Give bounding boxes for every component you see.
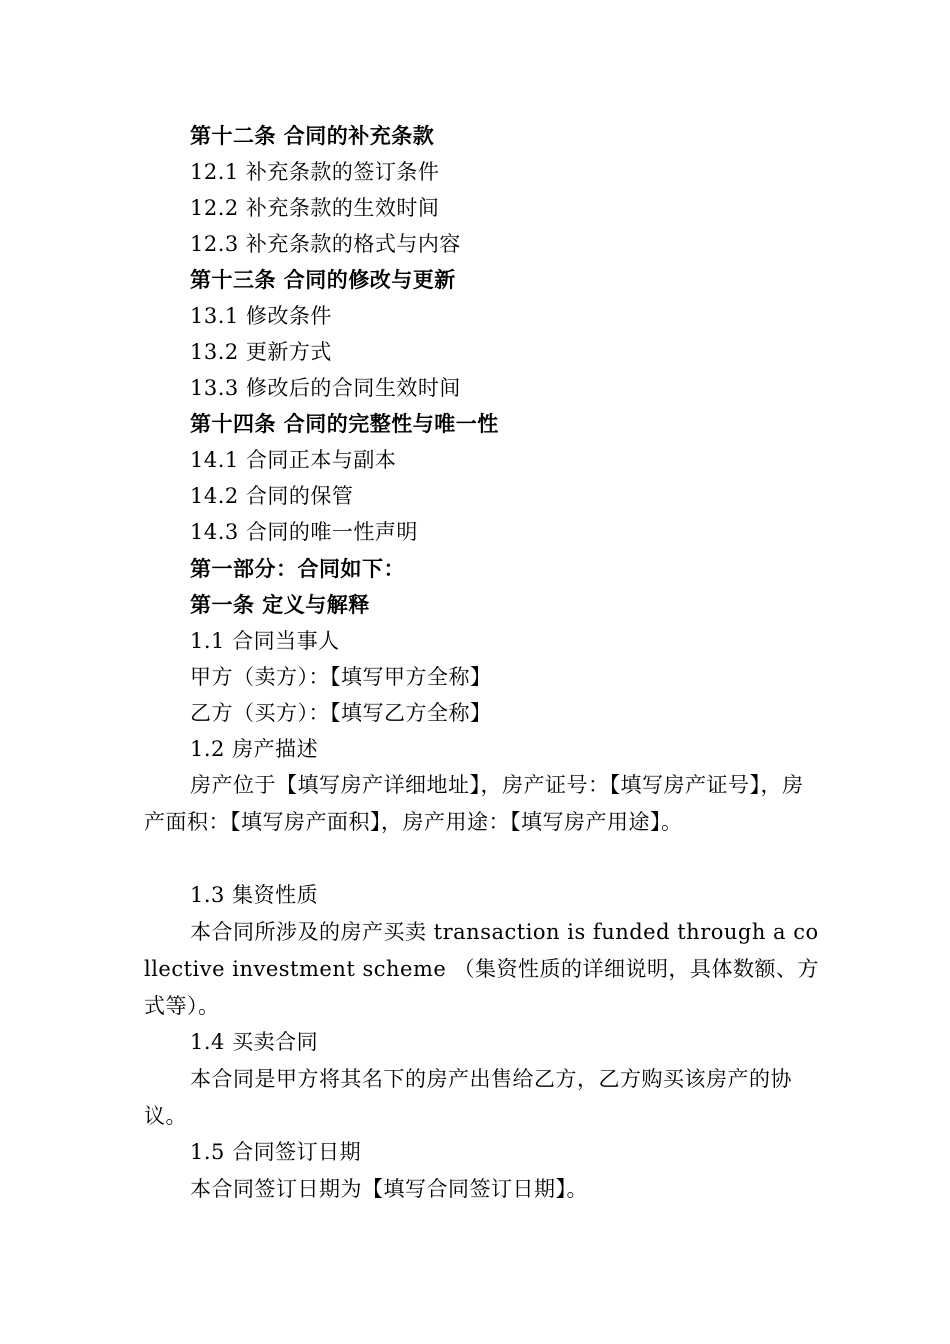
signing-date-paragraph: 本合同签订日期为【填写合同签订日期】。 [190,1177,588,1201]
party-b-line: 乙方（买方）：【填写乙方全称】 [190,701,492,725]
clause-1-4: 1.4 买卖合同 [190,1030,319,1054]
clause-1-1: 1.1 合同当事人 [190,629,340,653]
article-13-heading: 第十三条 合同的修改与更新 [190,268,456,292]
party-a-line: 甲方（卖方）：【填写甲方全称】 [190,665,492,689]
clause-14-1: 14.1 合同正本与副本 [190,448,397,472]
article-14-heading: 第十四条 合同的完整性与唯一性 [190,412,499,436]
clause-13-3: 13.3 修改后的合同生效时间 [190,376,461,400]
clause-13-1: 13.1 修改条件 [190,304,332,328]
property-description-paragraph: 房产位于【填写房产详细地址】，房产证号：【填写房产证号】，房产面积：【填写房产面积】，房产用途：【填写房产用途】。 [144,773,804,834]
article-12-heading: 第十二条 合同的补充条款 [190,124,435,148]
clause-12-3: 12.3 补充条款的格式与内容 [190,232,461,256]
clause-14-2: 14.2 合同的保管 [190,484,354,508]
part-1-heading: 第一部分：合同如下： [190,557,405,581]
clause-14-3: 14.3 合同的唯一性声明 [190,520,418,544]
clause-1-3: 1.3 集资性质 [190,883,319,907]
clause-1-2: 1.2 房产描述 [190,737,319,761]
sales-contract-paragraph: 本合同是甲方将其名下的房产出售给乙方，乙方购买该房产的协议。 [144,1067,792,1128]
clause-12-1: 12.1 补充条款的签订条件 [190,160,440,184]
clause-13-2: 13.2 更新方式 [190,340,332,364]
clause-12-2: 12.2 补充条款的生效时间 [190,196,440,220]
article-1-heading: 第一条 定义与解释 [190,593,370,617]
fundraising-nature-paragraph: 本合同所涉及的房产买卖 transaction is funded through a collective investment scheme （集资性质的详细说明，具体数额、方式等）。 [144,920,819,1018]
clause-1-5: 1.5 合同签订日期 [190,1140,362,1164]
